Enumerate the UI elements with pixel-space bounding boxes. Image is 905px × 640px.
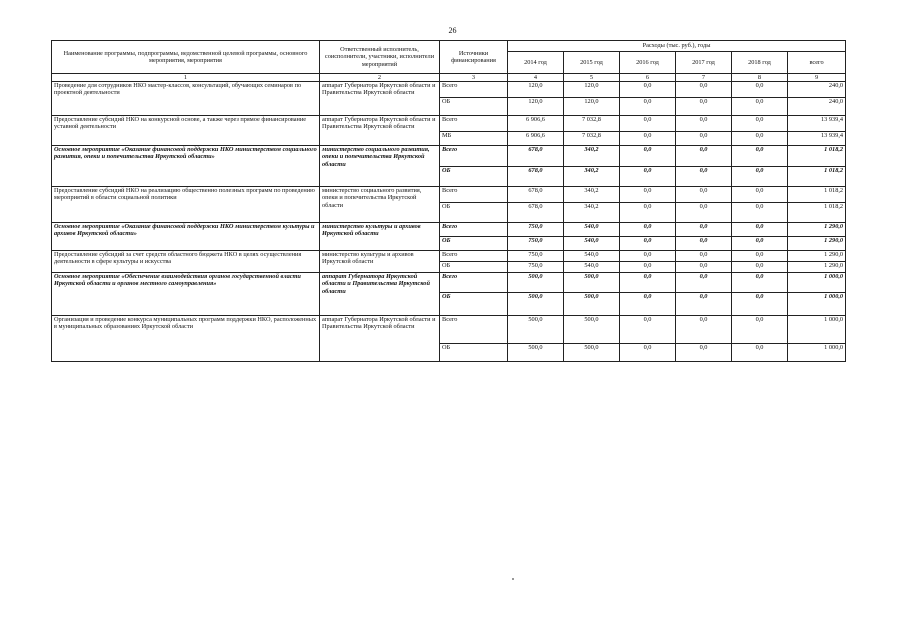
table-row <box>52 273 846 293</box>
scan-speck <box>512 578 514 580</box>
year-value: 0,0 <box>732 98 788 116</box>
year-value: 0,0 <box>676 223 732 237</box>
year-value: 0,0 <box>620 262 676 273</box>
year-value: 120,0 <box>564 98 620 116</box>
total-value: 13 939,4 <box>788 116 846 132</box>
funding-source: ОБ <box>440 237 508 251</box>
header-year: 2014 год <box>508 52 564 74</box>
activity-name: Проведение для сотрудников НКО мастер-классов, консультаций, обучающих семинаров по проектной деятельности <box>52 82 320 116</box>
year-value: 120,0 <box>564 82 620 98</box>
year-value: 0,0 <box>676 167 732 187</box>
year-value: 500,0 <box>564 344 620 362</box>
year-value: 0,0 <box>620 344 676 362</box>
year-value: 340,2 <box>564 167 620 187</box>
year-value: 0,0 <box>676 98 732 116</box>
year-value: 0,0 <box>732 251 788 262</box>
year-value: 0,0 <box>732 293 788 316</box>
year-value: 0,0 <box>732 132 788 146</box>
year-value: 0,0 <box>732 116 788 132</box>
table-row <box>52 116 846 132</box>
header-year: 2017 год <box>676 52 732 74</box>
header-year: 2016 год <box>620 52 676 74</box>
header-source: Источники финансирования <box>440 41 508 74</box>
funding-source: ОБ <box>440 167 508 187</box>
year-value: 0,0 <box>620 116 676 132</box>
funding-source: ОБ <box>440 293 508 316</box>
column-index: 9 <box>788 74 846 82</box>
year-value: 0,0 <box>732 273 788 293</box>
year-value: 0,0 <box>732 167 788 187</box>
year-value: 500,0 <box>508 273 564 293</box>
funding-source: Всего <box>440 187 508 203</box>
year-value: 678,0 <box>508 187 564 203</box>
total-value: 1 000,0 <box>788 273 846 293</box>
executor: аппарат Губернатора Иркутской области и Правительства Иркутской области <box>320 82 440 116</box>
column-index: 3 <box>440 74 508 82</box>
year-value: 0,0 <box>620 132 676 146</box>
year-value: 678,0 <box>508 146 564 167</box>
header-expenses: Расходы (тыс. руб.), годы <box>508 41 846 52</box>
column-index-row <box>52 74 846 82</box>
year-value: 340,2 <box>564 187 620 203</box>
column-index: 8 <box>732 74 788 82</box>
year-value: 540,0 <box>564 262 620 273</box>
year-value: 750,0 <box>508 223 564 237</box>
funding-source: ОБ <box>440 98 508 116</box>
year-value: 0,0 <box>620 146 676 167</box>
funding-source: Всего <box>440 273 508 293</box>
total-value: 13 939,4 <box>788 132 846 146</box>
total-value: 1 018,2 <box>788 187 846 203</box>
column-index: 1 <box>52 74 320 82</box>
activity-name: Предоставление субсидий за счет средств областного бюджета НКО в целях осуществления деятельности в сфере культуры и искусства <box>52 251 320 273</box>
year-value: 0,0 <box>732 82 788 98</box>
year-value: 0,0 <box>732 203 788 223</box>
funding-source: Всего <box>440 146 508 167</box>
year-value: 500,0 <box>508 316 564 344</box>
year-value: 500,0 <box>564 293 620 316</box>
year-value: 0,0 <box>620 82 676 98</box>
total-value: 1 000,0 <box>788 316 846 344</box>
year-value: 0,0 <box>620 293 676 316</box>
year-value: 500,0 <box>508 344 564 362</box>
header-executor: Ответственный исполнитель, соисполнители, участники, исполнители мероприятий <box>320 41 440 74</box>
total-value: 1 000,0 <box>788 344 846 362</box>
column-index: 5 <box>564 74 620 82</box>
total-value: 240,0 <box>788 98 846 116</box>
executor: министерство социального развития, опеки и попечительства Иркутской области <box>320 187 440 223</box>
year-value: 0,0 <box>676 187 732 203</box>
funding-source: Всего <box>440 82 508 98</box>
year-value: 0,0 <box>620 203 676 223</box>
executor: министерство социального развития, опеки и попечительства Иркутской области <box>320 146 440 187</box>
year-value: 750,0 <box>508 251 564 262</box>
header-total: всего <box>788 52 846 74</box>
year-value: 540,0 <box>564 237 620 251</box>
total-value: 1 290,0 <box>788 223 846 237</box>
column-index: 6 <box>620 74 676 82</box>
year-value: 340,2 <box>564 146 620 167</box>
funding-source: ОБ <box>440 262 508 273</box>
year-value: 540,0 <box>564 223 620 237</box>
year-value: 0,0 <box>732 223 788 237</box>
executor: аппарат Губернатора Иркутской области и Правительства Иркутской области <box>320 116 440 146</box>
funding-source: Всего <box>440 316 508 344</box>
total-value: 1 290,0 <box>788 237 846 251</box>
budget-table <box>51 40 846 362</box>
activity-name: Организация и проведение конкурса муниципальных программ поддержки НКО, расположенных в муниципальных образованиях Иркутской области <box>52 316 320 362</box>
year-value: 0,0 <box>620 187 676 203</box>
year-value: 6 906,6 <box>508 116 564 132</box>
year-value: 7 032,8 <box>564 132 620 146</box>
year-value: 678,0 <box>508 167 564 187</box>
year-value: 750,0 <box>508 237 564 251</box>
year-value: 678,0 <box>508 203 564 223</box>
funding-source: Всего <box>440 251 508 262</box>
activity-name: Предоставление субсидий НКО на реализацию общественно полезных программ по проведению мероприятий в области социальной политики <box>52 187 320 223</box>
year-value: 0,0 <box>620 167 676 187</box>
year-value: 500,0 <box>564 316 620 344</box>
funding-source: ОБ <box>440 344 508 362</box>
year-value: 750,0 <box>508 262 564 273</box>
year-value: 0,0 <box>676 344 732 362</box>
year-value: 0,0 <box>620 223 676 237</box>
executor: министерство культуры и архивов Иркутской области <box>320 251 440 273</box>
total-value: 1 290,0 <box>788 262 846 273</box>
year-value: 0,0 <box>620 316 676 344</box>
column-index: 2 <box>320 74 440 82</box>
activity-name: Предоставление субсидий НКО на конкурсной основе, а также через прямое финансирование уставной деятельности <box>52 116 320 146</box>
year-value: 120,0 <box>508 98 564 116</box>
activity-name: Основное мероприятие «Обеспечение взаимодействия органов государственной власти Иркутской области и органов местного самоуправления» <box>52 273 320 316</box>
year-value: 0,0 <box>732 344 788 362</box>
funding-source: Всего <box>440 223 508 237</box>
year-value: 120,0 <box>508 82 564 98</box>
table-row <box>52 223 846 237</box>
year-value: 0,0 <box>732 237 788 251</box>
table-row <box>52 316 846 344</box>
year-value: 0,0 <box>732 146 788 167</box>
funding-source: МБ <box>440 132 508 146</box>
year-value: 0,0 <box>620 273 676 293</box>
year-value: 0,0 <box>676 293 732 316</box>
table-body <box>52 82 846 362</box>
year-value: 340,2 <box>564 203 620 223</box>
year-value: 0,0 <box>732 262 788 273</box>
total-value: 1 018,2 <box>788 167 846 187</box>
page-number: 26 <box>448 26 457 35</box>
total-value: 1 290,0 <box>788 251 846 262</box>
column-index: 7 <box>676 74 732 82</box>
year-value: 0,0 <box>732 187 788 203</box>
table-header <box>52 41 846 82</box>
activity-name: Основное мероприятие «Оказание финансовой поддержки НКО министерством культуры и архивов Иркутской области» <box>52 223 320 251</box>
year-value: 0,0 <box>676 262 732 273</box>
year-value: 0,0 <box>676 146 732 167</box>
funding-source: ОБ <box>440 203 508 223</box>
funding-source: Всего <box>440 116 508 132</box>
year-value: 0,0 <box>676 116 732 132</box>
year-value: 0,0 <box>676 237 732 251</box>
table-row <box>52 251 846 262</box>
year-value: 0,0 <box>676 316 732 344</box>
year-value: 0,0 <box>676 273 732 293</box>
header-year: 2015 год <box>564 52 620 74</box>
year-value: 0,0 <box>620 237 676 251</box>
table-row <box>52 82 846 98</box>
executor: министерство культуры и архивов Иркутской области <box>320 223 440 251</box>
executor: аппарат Губернатора Иркутской области и Правительства Иркутской области <box>320 273 440 316</box>
year-value: 0,0 <box>676 132 732 146</box>
year-value: 0,0 <box>620 251 676 262</box>
table-row <box>52 146 846 167</box>
table-row <box>52 187 846 203</box>
year-value: 540,0 <box>564 251 620 262</box>
total-value: 240,0 <box>788 82 846 98</box>
year-value: 500,0 <box>564 273 620 293</box>
year-value: 0,0 <box>620 98 676 116</box>
year-value: 500,0 <box>508 293 564 316</box>
year-value: 0,0 <box>676 251 732 262</box>
year-value: 7 032,8 <box>564 116 620 132</box>
total-value: 1 000,0 <box>788 293 846 316</box>
year-value: 6 906,6 <box>508 132 564 146</box>
year-value: 0,0 <box>732 316 788 344</box>
activity-name: Основное мероприятие «Оказание финансовой поддержки НКО министерством социального развития, опеки и попечительства Иркутской области» <box>52 146 320 187</box>
total-value: 1 018,2 <box>788 146 846 167</box>
total-value: 1 018,2 <box>788 203 846 223</box>
year-value: 0,0 <box>676 203 732 223</box>
executor: аппарат Губернатора Иркутской области и Правительства Иркутской области <box>320 316 440 362</box>
header-year: 2018 год <box>732 52 788 74</box>
column-index: 4 <box>508 74 564 82</box>
year-value: 0,0 <box>676 82 732 98</box>
header-name: Наименование программы, подпрограммы, ведомственной целевой программы, основного мероприятия, мероприятия <box>52 41 320 74</box>
